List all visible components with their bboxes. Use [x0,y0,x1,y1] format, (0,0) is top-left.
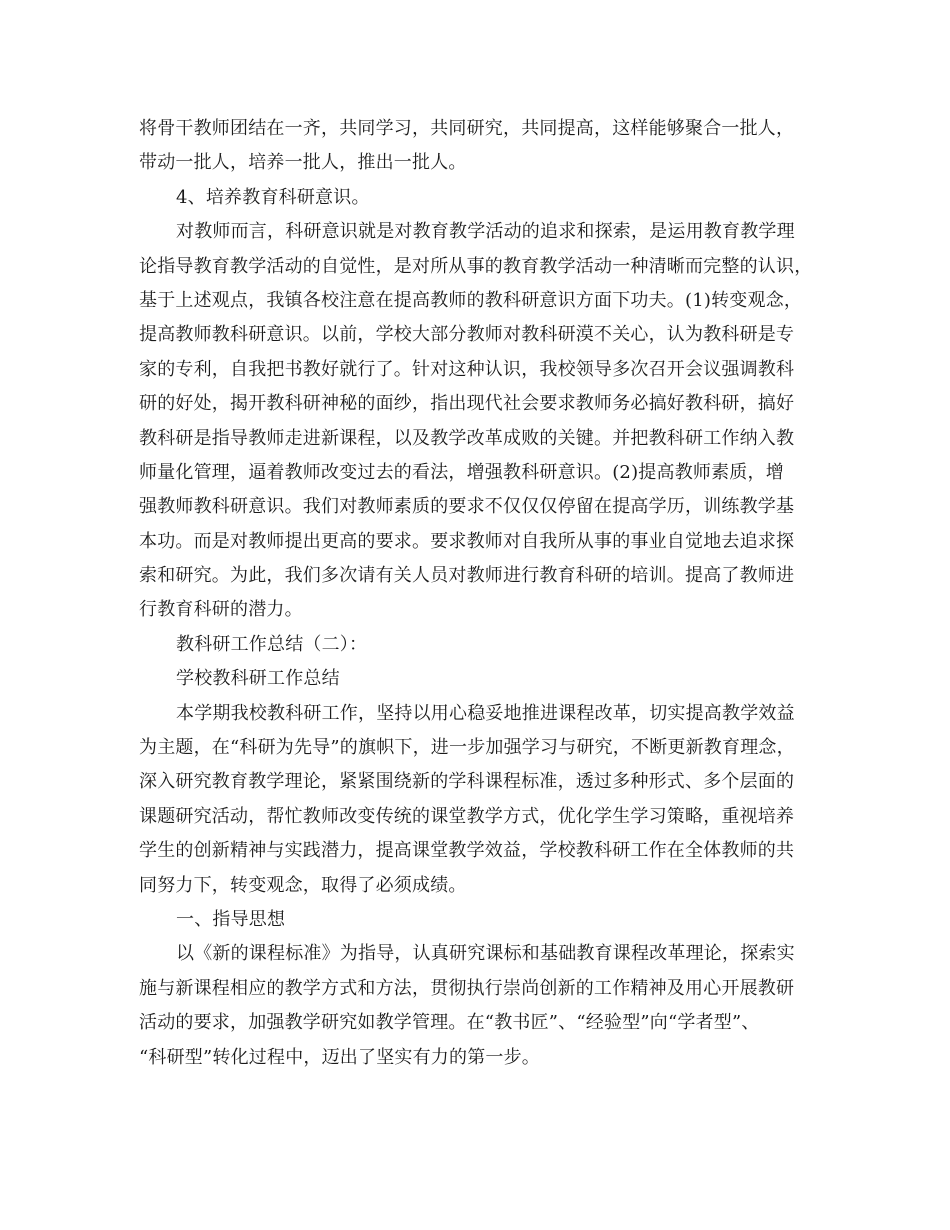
section-heading: 一、指导思想 [176,908,286,930]
text-line: 家的专利，自我把书教好就行了。针对这种认识，我校领导多次召开会议强调教科 [139,358,795,380]
text-line: 将骨干教师团结在一齐，共同学习，共同研究，共同提高，这样能够聚合一批人， [139,118,795,139]
text-line: 深入研究教育教学理论，紧紧围绕新的学科课程标准，透过多种形式、多个层面的 [139,771,795,793]
paragraph-first-line: 以《新的课程标准》为指导，认真研究课标和基础教育课程改革理论，探索实 [176,943,795,965]
text-line: 本功。而是对教师提出更高的要求。要求教师对自我所从事的事业自觉地去追求探 [139,530,795,552]
text-line: 课题研究活动，帮忙教师改变传统的课堂教学方式，优化学生学习策略，重视培养 [139,805,795,827]
paragraph-first-line: 对教师而言，科研意识就是对教育教学活动的追求和探索，是运用教育教学理 [176,221,795,243]
text-line: 师量化管理，逼着教师改变过去的看法，增强教科研意识。(2)提高教师素质，增 [139,461,784,483]
text-line: 研的好处，揭开教科研神秘的面纱，指出现代社会要求教师务必搞好教科研，搞好 [139,393,795,415]
text-line: 为主题，在“科研为先导”的旗帜下，进一步加强学习与研究，不断更新教育理念， [139,737,795,759]
text-line: 施与新课程相应的教学方式和方法，贯彻执行崇尚创新的工作精神及用心开展教研 [139,977,795,999]
text-line: “科研型”转化过程中，迈出了坚实有力的第一步。 [139,1046,541,1068]
text-line: 强教师教科研意识。我们对教师素质的要求不仅仅仅停留在提高学历，训练教学基 [139,496,795,518]
text-line: 论指导教育教学活动的自觉性，是对所从事的教育教学活动一种清晰而完整的认识， [139,255,813,277]
section-title: 学校教科研工作总结 [176,668,340,690]
text-line: 基于上述观点，我镇各校注意在提高教师的教科研意识方面下功夫。(1)转变观念， [139,289,803,311]
text-line: 提高教师教科研意识。以前，学校大部分教师对教科研漠不关心，认为教科研是专 [139,324,795,346]
section-heading: 教科研工作总结（二）： [176,633,368,655]
document-body [139,112,819,1075]
text-line: 同努力下，转变观念，取得了必须成绩。 [139,874,467,896]
text-line: 索和研究。为此，我们多次请有关人员对教师进行教育科研的培训。提高了教师进 [139,565,795,587]
text-line: 活动的要求，加强教学研究如教学管理。在“教书匠”、“经验型”向“学者型”、 [139,1012,760,1034]
paragraph-first-line: 本学期我校教科研工作，坚持以用心稳妥地推进课程改革，切实提高教学效益 [176,702,795,724]
text-line: 带动一批人，培养一批人，推出一批人。 [139,152,467,174]
text-line: 行教育科研的潜力。 [139,599,303,621]
text-line: 学生的创新精神与实践潜力，提高课堂教学效益，学校教科研工作在全体教师的共 [139,840,795,862]
text-line: 教科研是指导教师走进新课程，以及教学改革成败的关键。并把教科研工作纳入教 [139,427,795,449]
section-heading: 4、培养教育科研意识。 [176,186,370,208]
